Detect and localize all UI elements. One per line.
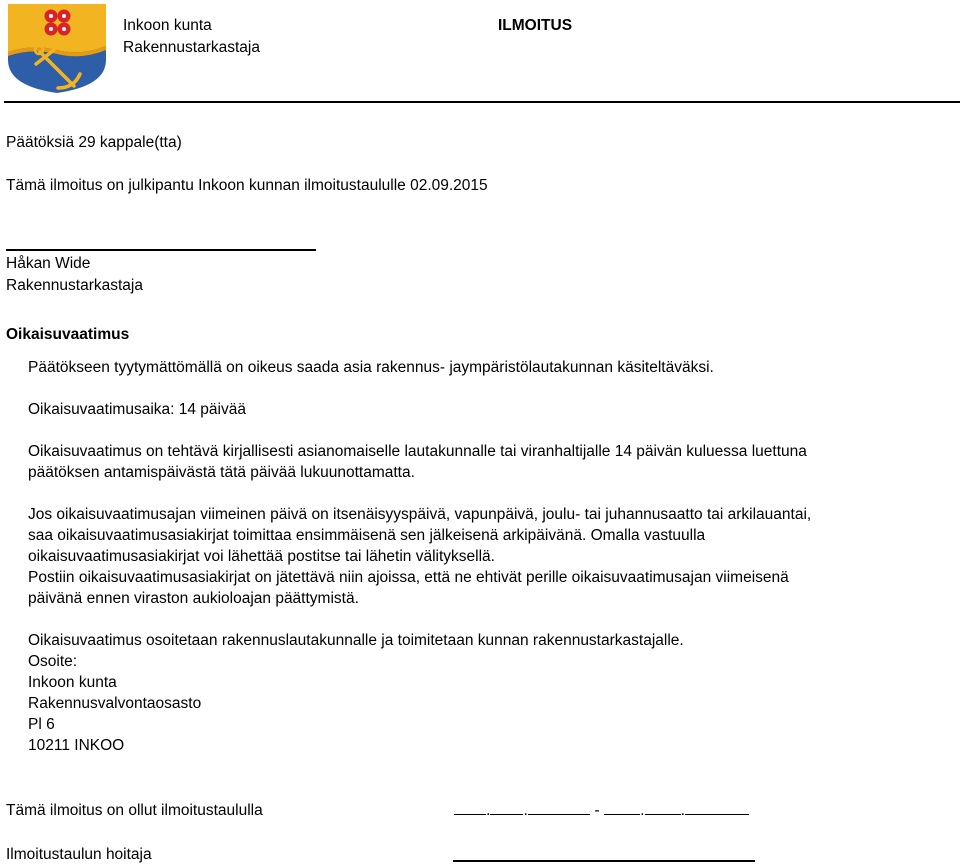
- signature-line: [6, 249, 316, 251]
- appeal-period: Oikaisuvaatimusaika: 14 päivää: [28, 401, 246, 418]
- footer-posted-label: Tämä ilmoitus on ollut ilmoitustaululla: [6, 802, 263, 819]
- address-line: 10211 INKOO: [28, 737, 125, 754]
- appeal-paragraph-2-line-1: Jos oikaisuvaatimusajan viimeinen päivä on itsenäisyyspäivä, vapunpäivä, joulu- tai juhannusaatto tai arkilauantai,: [28, 506, 812, 523]
- appeal-paragraph-2-line-2: saa oikaisuvaatimusasiakirjat toimittaa ensimmäisenä sen jälkeisenä arkipäivänä. Omalla vastuulla: [28, 527, 706, 544]
- header-org-role: Rakennustarkastaja: [123, 39, 260, 56]
- address-intro: Oikaisuvaatimus osoitetaan rakennuslautakunnalle ja toimitetaan kunnan rakennustarkastajalle.: [28, 632, 684, 649]
- address-label: Osoite:: [28, 653, 78, 670]
- date-separator: .: [680, 802, 686, 819]
- appeal-intro: Päätökseen tyytymättömällä on oikeus saada asia rakennus- jaympäristölautakunnan käsiteltäväksi.: [28, 359, 714, 376]
- address-line: Inkoon kunta: [28, 674, 117, 691]
- posted-statement: Tämä ilmoitus on julkipantu Inkoon kunnan ilmoitustaululle 02.09.2015: [6, 177, 488, 194]
- keeper-signature-line: [453, 860, 755, 862]
- decision-count: Päätöksiä 29 kappale(tta): [6, 134, 182, 151]
- appeal-paragraph-1-line-2: päätöksen antamispäivästä tätä päivää lukuunottamatta.: [28, 464, 415, 481]
- date-separator: .: [640, 802, 645, 819]
- posted-date-range-field: [454, 800, 749, 820]
- header-org-name: Inkoon kunta: [123, 17, 212, 34]
- appeal-paragraph-1-line-1: Oikaisuvaatimus on tehtävä kirjallisesti asianomaiselle lautakunnalle tai viranhaltijalle 14 päivän kuluessa luettuna: [28, 443, 807, 460]
- address-line: Pl 6: [28, 716, 55, 733]
- appeal-paragraph-2-line-3: oikaisuvaatimusasiakirjat voi lähettää postitse tai lähetin välityksellä.: [28, 548, 495, 565]
- date-separator: .: [523, 802, 528, 819]
- address-line: Rakennusvalvontaosasto: [28, 695, 202, 712]
- appeal-paragraph-2-line-4: Postiin oikaisuvaatimusasiakirjat on jätettävä niin ajoissa, että ne ehtivät perille oikaisuvaatimusajan viimeisenä: [28, 569, 789, 586]
- date-separator: .: [486, 802, 491, 819]
- signer-name: Håkan Wide: [6, 255, 91, 272]
- header-divider: [4, 101, 960, 103]
- footer-keeper-label: Ilmoitustaulun hoitaja: [6, 846, 152, 863]
- document-type-title: ILMOITUS: [498, 17, 573, 34]
- appeal-paragraph-2-line-5: päivänä ennen viraston aukioloajan päättymistä.: [28, 590, 359, 607]
- appeal-heading: Oikaisuvaatimus: [6, 326, 130, 343]
- date-range-dash: -: [594, 802, 600, 819]
- municipality-crest-logo: [6, 2, 108, 94]
- signer-title: Rakennustarkastaja: [6, 277, 143, 294]
